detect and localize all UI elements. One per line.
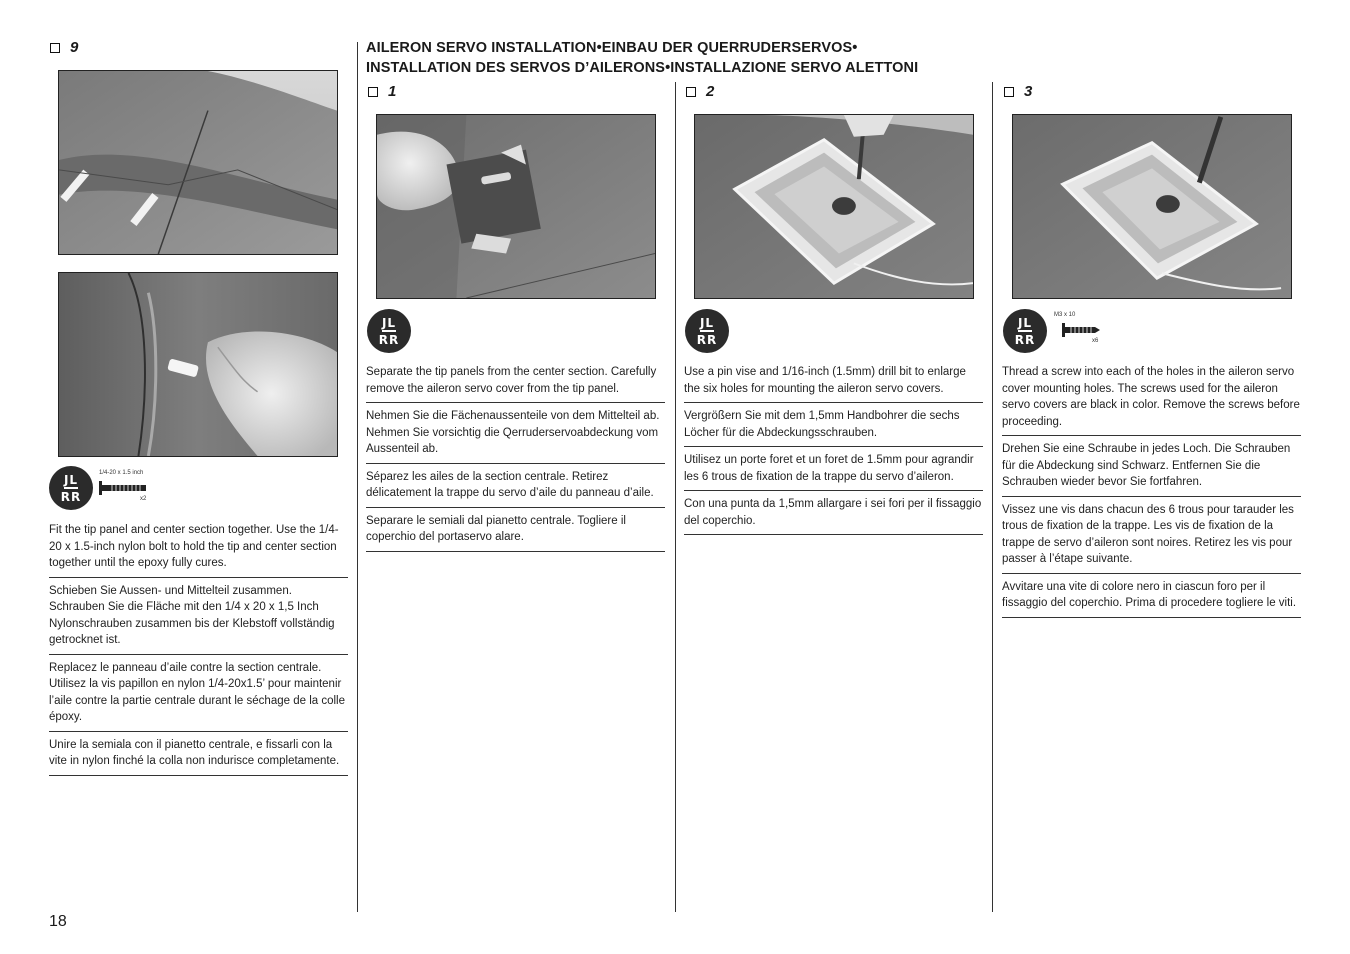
step-3-hardware-qty: x6 <box>1092 338 1099 344</box>
step-9-number: 9 <box>70 39 79 56</box>
step-3-hardware-size: M3 x 10 <box>1054 312 1076 318</box>
step-3-instructions <box>1002 364 1301 618</box>
step-3-checkbox[interactable] <box>1004 87 1014 97</box>
step-2-text-en: Use a pin vise and 1/16-inch (1.5mm) drill bit to enlarge the six holes for mounting the aileron servo covers. <box>684 364 983 403</box>
step-3-text-en: Thread a screw into each of the holes in the aileron servo cover mounting holes. The screws used for the aileron servo covers are black in color. Remove the screws before proceeding. <box>1002 364 1301 436</box>
step-1-instructions <box>366 364 665 552</box>
step-9-hardware-qty: x2 <box>140 496 147 502</box>
step-2-logo-badge <box>685 309 729 353</box>
step-3-heading <box>1004 83 1032 100</box>
screw-icon <box>1061 322 1101 338</box>
badge-bottom-text: RR <box>60 489 82 504</box>
step-1-text-de: Nehmen Sie die Fächenaussenteile von dem Mittelteil ab. Nehmen Sie vorsichtig die Qerruderservoabdeckung vom Aussenteil ab. <box>366 403 665 464</box>
step-1-heading <box>368 83 396 100</box>
step-1-logo-badge <box>367 309 411 353</box>
column-divider-3 <box>992 82 993 912</box>
step-9-heading <box>50 39 78 56</box>
step-1-number: 1 <box>388 83 397 100</box>
badge-top-text: JL <box>1017 315 1033 330</box>
step-9-photo-bolt <box>58 272 338 457</box>
step-9-hardware-size: 1/4-20 x 1.5 inch <box>99 470 144 476</box>
step-2-number: 2 <box>706 83 715 100</box>
step-9-photo-wing-joint <box>58 70 338 255</box>
badge-top-text: JL <box>381 315 397 330</box>
page-number: 18 <box>49 913 67 930</box>
step-2-text-fr: Utilisez un porte foret et un foret de 1.5mm pour agrandir les 6 trous de fixation de la trappe du servo d’aileron. <box>684 447 983 491</box>
step-3-number: 3 <box>1024 83 1033 100</box>
step-9-text-de: Schieben Sie Aussen- und Mittelteil zusammen. Schrauben Sie die Fläche mit den 1/4 x 20 x 1,5 Inch Nylonschrauben zusammen bis der Klebstoff vollständig getrocknet ist. <box>49 578 348 655</box>
step-9-text-en: Fit the tip panel and center section together. Use the 1/4-20 x 1.5-inch nylon bolt to hold the tip and center section together until the epoxy fully cures. <box>49 522 348 578</box>
step-1-checkbox[interactable] <box>368 87 378 97</box>
section-title-line-1: AILERON SERVO INSTALLATION•EINBAU DER QUERRUDERSERVOS• <box>366 40 858 56</box>
step-3-photo-thread-screws <box>1012 114 1292 299</box>
step-2-photo-drill-holes <box>694 114 974 299</box>
step-9-logo-badge <box>49 466 93 510</box>
step-3-text-de: Drehen Sie eine Schraube in jedes Loch. Die Schrauben für die Abdeckung sind Schwarz. Entfernen Sie die Schrauben wieder bevor Sie fortfahren. <box>1002 436 1301 497</box>
step-2-text-de: Vergrößern Sie mit dem 1,5mm Handbohrer die sechs Löcher für die Abdeckungsschrauben. <box>684 403 983 447</box>
step-1-text-fr: Séparez les ailes de la section centrale. Retirez délicatement la trappe du servo d’aile du panneau d’aile. <box>366 464 665 508</box>
step-2-text-it: Con una punta da 1,5mm allargare i sei fori per il fissaggio del coperchio. <box>684 491 983 535</box>
section-title-line-2: INSTALLATION DES SERVOS D’AILERONS•INSTALLAZIONE SERVO ALETTONI <box>366 60 919 76</box>
step-9-text-fr: Replacez le panneau d’aile contre la section centrale. Utilisez la vis papillon en nylon 1/4-20x1.5’ pour maintenir l’aile contre la partie centrale durant le séchage de la colle époxy. <box>49 655 348 732</box>
step-2-instructions <box>684 364 983 535</box>
badge-bottom-text: RR <box>696 332 718 347</box>
badge-bottom-text: RR <box>1014 332 1036 347</box>
step-1-text-en: Separate the tip panels from the center section. Carefully remove the aileron servo cover from the tip panel. <box>366 364 665 403</box>
step-1-photo-remove-cover <box>376 114 656 299</box>
badge-top-text: JL <box>699 315 715 330</box>
step-3-text-fr: Vissez une vis dans chacun des 6 trous pour tarauder les trous de fixation de la trappe. Les vis de fixation de la trappe de servo d’aileron sont noires. Retirez les vis pour passer à l’étape suivante. <box>1002 497 1301 574</box>
column-divider-1 <box>357 42 358 912</box>
badge-top-text: JL <box>63 472 79 487</box>
step-3-text-it: Avvitare una vite di colore nero in ciascun foro per il fissaggio del coperchio. Prima di procedere togliere le viti. <box>1002 574 1301 618</box>
column-divider-2 <box>675 82 676 912</box>
step-2-checkbox[interactable] <box>686 87 696 97</box>
step-3-logo-badge <box>1003 309 1047 353</box>
step-9-checkbox[interactable] <box>50 43 60 53</box>
step-9-instructions <box>49 522 348 776</box>
step-2-heading <box>686 83 714 100</box>
step-1-text-it: Separare le semiali dal pianetto centrale. Togliere il coperchio del portaservo alare. <box>366 508 665 552</box>
bolt-icon <box>98 480 150 496</box>
section-title <box>366 38 1326 78</box>
badge-bottom-text: RR <box>378 332 400 347</box>
step-9-text-it: Unire la semiala con il pianetto centrale, e fissarli con la vite in nylon finché la colla non indurisce completamente. <box>49 732 348 776</box>
